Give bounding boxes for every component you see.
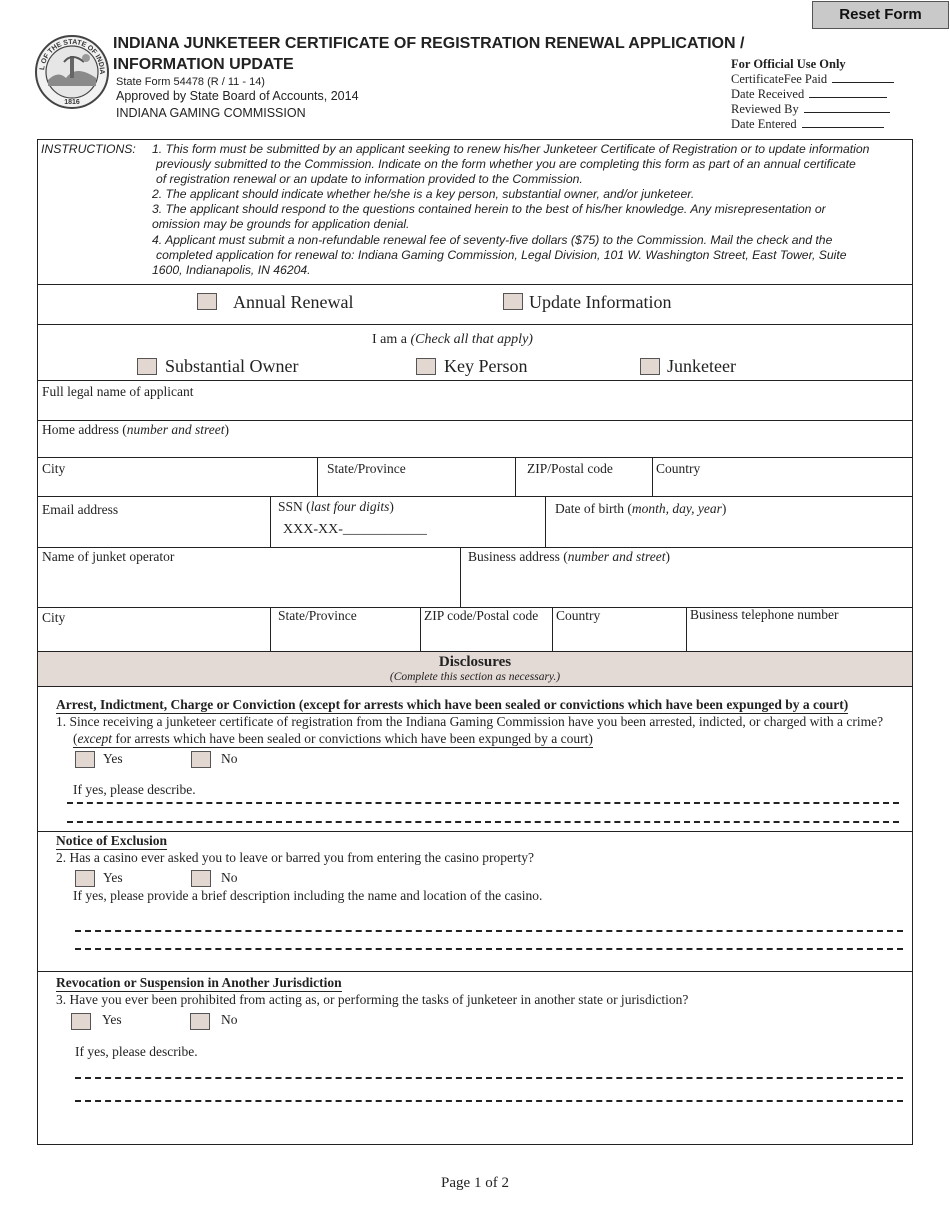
- q1-answer-line[interactable]: [67, 821, 899, 823]
- business-city-label: City: [42, 610, 66, 625]
- business-phone-label: Business telephone number: [690, 607, 839, 622]
- business-address-field[interactable]: [461, 566, 912, 606]
- q1-no-checkbox[interactable]: [191, 751, 211, 768]
- full-name-label: Full legal name of applicant: [42, 384, 194, 399]
- section1-note-open: (: [73, 731, 78, 746]
- official-date-received-label: Date Received: [731, 87, 805, 101]
- email-label: Email address: [42, 502, 119, 517]
- q2-answer-line[interactable]: [75, 930, 903, 932]
- instruction-line: 1600, Indianapolis, IN 46204.: [152, 262, 311, 277]
- junket-operator-label: Name of junket operator: [42, 549, 175, 564]
- home-address-label-close: ): [224, 422, 229, 437]
- official-date-entered: [731, 117, 884, 132]
- divider: [270, 496, 271, 547]
- section1-note-text: [73, 731, 593, 748]
- instruction-line: completed application for renewal to: Indiana Gaming Commission, Legal Division, 101 W. Washington Street, East Tower, Suite: [156, 247, 847, 262]
- instructions-body: [152, 142, 869, 278]
- business-state-field[interactable]: [271, 608, 419, 651]
- business-zip-field[interactable]: [421, 608, 552, 651]
- form-title-line2: INFORMATION UPDATE: [113, 56, 294, 73]
- business-country-field[interactable]: [553, 608, 685, 651]
- ssn-label-close: ): [389, 499, 394, 514]
- q1-yes-label: Yes: [103, 751, 123, 766]
- approval-note: Approved by State Board of Accounts, 2014: [116, 89, 359, 103]
- key-person-label: Key Person: [444, 356, 528, 376]
- q3-yes-label: Yes: [102, 1012, 122, 1027]
- state-label: State/Province: [327, 461, 406, 476]
- role-prompt-note: (Check all that apply): [410, 332, 533, 347]
- business-city-field[interactable]: [38, 608, 270, 651]
- annual-renewal-label: Annual Renewal: [233, 292, 354, 312]
- divider: [37, 831, 913, 832]
- q2-no-label: No: [221, 870, 238, 885]
- annual-renewal-checkbox[interactable]: [197, 293, 217, 310]
- official-fee-paid: [731, 72, 894, 87]
- q3-answer-line[interactable]: [75, 1100, 903, 1102]
- substantial-owner-label: Substantial Owner: [165, 356, 299, 376]
- business-state-label: State/Province: [278, 608, 357, 623]
- instruction-line: of registration renewal or an update to information provided to the Commission.: [156, 172, 583, 187]
- zip-field[interactable]: [516, 458, 652, 496]
- q1-answer-line[interactable]: [67, 802, 899, 804]
- q3-answer-line[interactable]: [75, 1077, 903, 1079]
- divider: [37, 324, 913, 325]
- state-field[interactable]: [318, 458, 515, 496]
- official-reviewed-by-label: Reviewed By: [731, 102, 799, 116]
- dob-label-main: Date of birth (: [555, 501, 632, 516]
- divider: [37, 547, 913, 548]
- official-date-received: [731, 87, 887, 102]
- section1-heading-text: Arrest, Indictment, Charge or Conviction (except for arrests which have been sealed or convictions which have been expunged by a court): [56, 697, 849, 712]
- business-address-label-main: Business address (: [468, 549, 568, 564]
- role-prompt-main: I am a: [372, 332, 407, 347]
- ssn-label-main: SSN (: [278, 499, 311, 514]
- instruction-line: omission may be grounds for application denial.: [152, 217, 410, 232]
- official-reviewed-by: [731, 102, 890, 117]
- section1-note-emphasis: except: [77, 731, 112, 746]
- q2-yes-checkbox[interactable]: [75, 870, 95, 887]
- q1-describe-label: If yes, please describe.: [73, 782, 196, 797]
- official-date-entered-label: Date Entered: [731, 117, 797, 131]
- q2-no-checkbox[interactable]: [191, 870, 211, 887]
- business-address-label-close: ): [665, 549, 670, 564]
- business-zip-label: ZIP code/Postal code: [424, 608, 539, 623]
- dob-label-close: ): [721, 501, 727, 516]
- dob-label-note: month, day, year: [631, 501, 722, 516]
- dob-label: [555, 501, 726, 517]
- disclosures-title: Disclosures: [438, 654, 512, 670]
- junket-operator-field[interactable]: [38, 566, 459, 606]
- ssn-field[interactable]: XXX-XX-____________: [283, 522, 427, 537]
- role-prompt: [372, 332, 533, 348]
- q2-yes-label: Yes: [103, 870, 123, 885]
- state-seal: [34, 34, 110, 110]
- key-person-checkbox[interactable]: [416, 358, 436, 375]
- official-date-entered-line: [802, 127, 884, 128]
- home-address-label-note: number and street: [126, 422, 225, 437]
- business-phone-field[interactable]: [687, 608, 912, 651]
- zip-label: ZIP/Postal code: [527, 461, 613, 476]
- ssn-label: [278, 499, 394, 515]
- divider: [37, 971, 913, 972]
- agency-name: INDIANA GAMING COMMISSION: [116, 106, 306, 120]
- home-address-field[interactable]: [38, 421, 912, 456]
- city-field[interactable]: [38, 458, 317, 496]
- update-information-checkbox[interactable]: [503, 293, 523, 310]
- junketeer-checkbox[interactable]: [640, 358, 660, 375]
- business-address-label: [468, 549, 670, 565]
- reset-form-button[interactable]: Reset Form: [812, 1, 949, 29]
- junketeer-label: Junketeer: [667, 356, 736, 376]
- q1-yes-checkbox[interactable]: [75, 751, 95, 768]
- section1-heading: [56, 697, 848, 714]
- section3-heading-text: Revocation or Suspension in Another Jurisdiction: [56, 975, 342, 990]
- city-label: City: [42, 461, 66, 476]
- business-address-label-note: number and street: [567, 549, 666, 564]
- official-fee-paid-line: [832, 82, 894, 83]
- home-address-label-main: Home address (: [42, 422, 127, 437]
- instruction-line: 3. The applicant should respond to the questions contained herein to the best of his/her knowledge. Any misrepresentation or: [152, 202, 826, 217]
- official-fee-paid-label: CertificateFee Paid: [731, 72, 828, 86]
- section3-question: 3. Have you ever been prohibited from acting as, or performing the tasks of junketeer in another state or jurisdiction?: [56, 992, 689, 1007]
- substantial-owner-checkbox[interactable]: [137, 358, 157, 375]
- section2-heading-text: Notice of Exclusion: [56, 833, 167, 848]
- q3-no-label: No: [221, 1012, 238, 1027]
- seal-year: 1816: [64, 99, 80, 106]
- disclosures-subtitle: (Complete this section as necessary.): [389, 671, 561, 683]
- page-number: Page 1 of 2: [441, 1175, 509, 1191]
- section1-note: [73, 731, 593, 748]
- official-use-title: For Official Use Only: [731, 57, 846, 71]
- business-country-label: Country: [556, 608, 601, 623]
- seal-text: L OF THE STATE OF INDIA: [39, 38, 106, 75]
- ssn-label-note: last four digits: [310, 499, 390, 514]
- divider: [37, 284, 913, 285]
- instructions-heading: INSTRUCTIONS:: [41, 142, 136, 156]
- official-reviewed-by-line: [804, 112, 890, 113]
- q1-no-label: No: [221, 751, 238, 766]
- dob-field[interactable]: [546, 518, 912, 546]
- official-date-received-line: [809, 97, 887, 98]
- update-information-label: Update Information: [529, 292, 672, 312]
- section3-heading: [56, 975, 342, 992]
- q3-describe-label: If yes, please describe.: [75, 1044, 198, 1059]
- instruction-line: 4. Applicant must submit a non-refundable renewal fee of seventy-five dollars ($75) to the Commission. Mail the check and the: [152, 232, 833, 247]
- q2-describe-label: If yes, please provide a brief description including the name and location of the casino.: [73, 888, 543, 903]
- country-label: Country: [656, 461, 701, 476]
- instruction-line: 2. The applicant should indicate whether he/she is a key person, substantial owner, and/or junketeer.: [152, 187, 695, 202]
- country-field[interactable]: [653, 458, 912, 496]
- form-number: State Form 54478 (R / 11 - 14): [116, 76, 265, 88]
- q3-no-checkbox[interactable]: [190, 1013, 210, 1030]
- section2-question: 2. Has a casino ever asked you to leave or barred you from entering the casino property?: [56, 850, 534, 865]
- instruction-line: 1. This form must be submitted by an applicant seeking to renew his/her Junketeer Certificate of Registration or to update information: [152, 142, 870, 156]
- form-title-line1: INDIANA JUNKETEER CERTIFICATE OF REGISTRATION RENEWAL APPLICATION /: [113, 35, 745, 52]
- q3-yes-checkbox[interactable]: [71, 1013, 91, 1030]
- section2-heading: [56, 833, 167, 850]
- section1-question: 1. Since receiving a junketeer certificate of registration from the Indiana Gaming Commission have you been arrested, indicted, or charged with a crime?: [56, 714, 884, 729]
- instruction-line: previously submitted to the Commission. Indicate on the form whether you are completing this form as part of an annual certificate: [156, 157, 856, 172]
- email-field[interactable]: [38, 497, 270, 547]
- full-name-field[interactable]: [38, 381, 912, 419]
- q2-answer-line[interactable]: [75, 948, 903, 950]
- section1-note-rest: for arrests which have been sealed or convictions which have been expunged by a court): [111, 731, 593, 746]
